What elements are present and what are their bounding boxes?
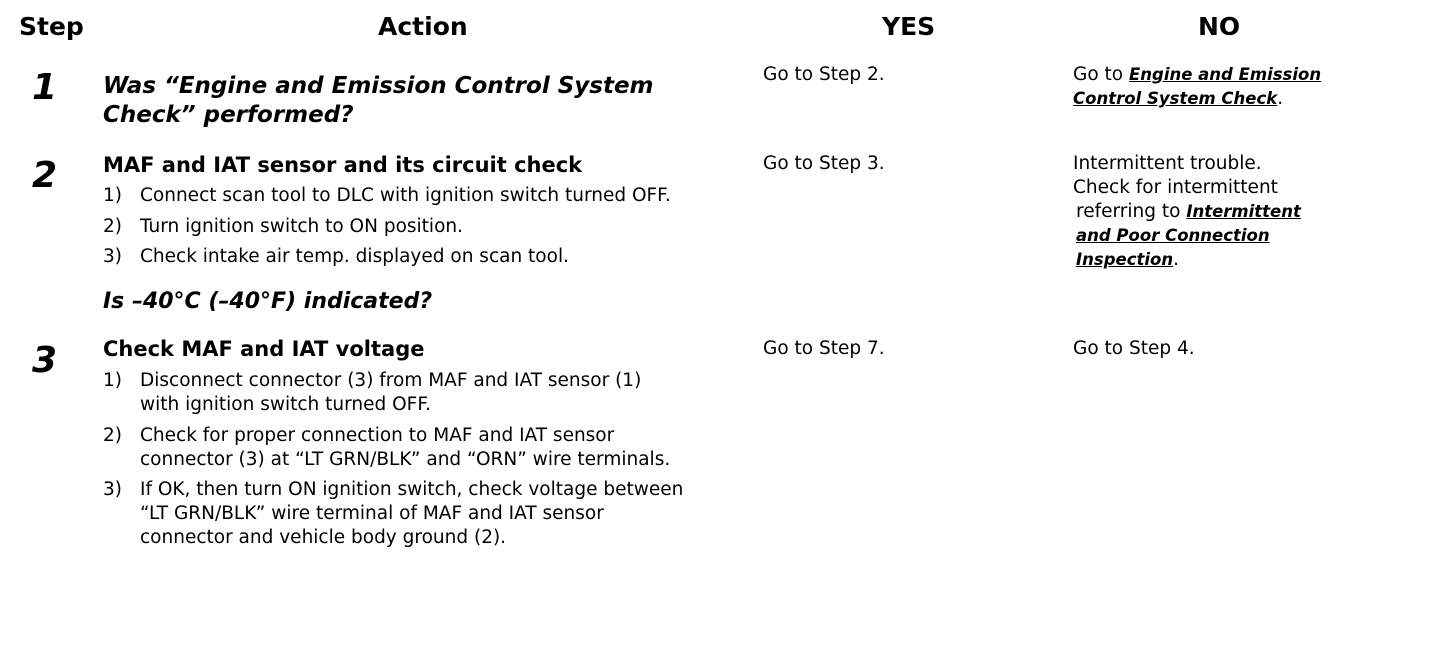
step-2-no-prefix: referring to — [1076, 201, 1187, 222]
step-2-substep-3 — [103, 245, 743, 269]
step-3-no: Go to Step 4. — [1073, 338, 1195, 359]
substep-number: 2) — [103, 216, 122, 237]
substep-number: 3) — [103, 479, 122, 500]
header-no: NO — [1198, 12, 1241, 41]
step-number-3: 3 — [32, 340, 58, 381]
step-2-no-line-1: Intermittent trouble. — [1073, 153, 1262, 174]
substep-text: Turn ignition switch to ON position. — [140, 216, 464, 237]
step-2-yes: Go to Step 3. — [763, 153, 885, 174]
substep-line: with ignition switch turned OFF. — [140, 394, 431, 415]
step-2-no-line-2: Check for intermittent — [1073, 177, 1278, 198]
step-2-title: MAF and IAT sensor and its circuit check — [103, 153, 583, 177]
substep-line: “LT GRN/BLK” wire terminal of MAF and IAT sensor — [140, 503, 604, 524]
step-3-title: Check MAF and IAT voltage — [103, 337, 425, 361]
step-2-no-suffix: . — [1173, 249, 1180, 270]
step-number-2: 2 — [32, 155, 58, 196]
substep-number: 1) — [103, 370, 122, 391]
intermittent-inspection-link[interactable]: Intermittent — [1186, 202, 1301, 221]
step-3-substep-3 — [103, 478, 743, 550]
step-3-yes: Go to Step 7. — [763, 338, 885, 359]
step-1-no-suffix: . — [1277, 88, 1284, 109]
step-3-substep-1 — [103, 369, 743, 417]
substep-line: Check for proper connection to MAF and IAT sensor — [140, 425, 615, 446]
substep-number: 1) — [103, 185, 122, 206]
substep-line: Disconnect connector (3) from MAF and IAT sensor (1) — [140, 370, 642, 391]
step-1-question-line-1: Was “Engine and Emission Control System — [103, 73, 654, 99]
step-1-no — [1073, 63, 1321, 111]
step-1-no-prefix: Go to — [1073, 64, 1129, 85]
substep-number: 3) — [103, 246, 122, 267]
header-step: Step — [19, 12, 84, 41]
substep-text: Check intake air temp. displayed on scan tool. — [140, 246, 569, 267]
substep-line: connector and vehicle body ground (2). — [140, 527, 507, 548]
substep-line: connector (3) at “LT GRN/BLK” and “ORN” wire terminals. — [140, 449, 671, 470]
step-2-question: Is –40°C (–40°F) indicated? — [103, 289, 433, 314]
step-2-no — [1073, 152, 1301, 272]
step-2-substep-1 — [103, 184, 743, 208]
step-2-substep-2 — [103, 215, 743, 239]
header-yes: YES — [882, 12, 936, 41]
header-action: Action — [378, 12, 468, 41]
substep-line: If OK, then turn ON ignition switch, check voltage between — [140, 479, 684, 500]
engine-emission-check-link-cont[interactable]: Control System Check — [1073, 89, 1278, 108]
engine-emission-check-link[interactable]: Engine and Emission — [1129, 65, 1322, 84]
step-1-yes: Go to Step 2. — [763, 64, 885, 85]
substep-number: 2) — [103, 425, 122, 446]
intermittent-inspection-link-end[interactable]: Inspection — [1076, 250, 1174, 269]
substep-text: Connect scan tool to DLC with ignition switch turned OFF. — [140, 185, 671, 206]
intermittent-inspection-link-cont[interactable]: and Poor Connection — [1076, 226, 1270, 245]
step-number-1: 1 — [32, 67, 58, 108]
step-3-substep-2 — [103, 424, 743, 472]
step-1-question-line-2: Check” performed? — [103, 102, 354, 128]
step-1-question — [103, 72, 654, 130]
